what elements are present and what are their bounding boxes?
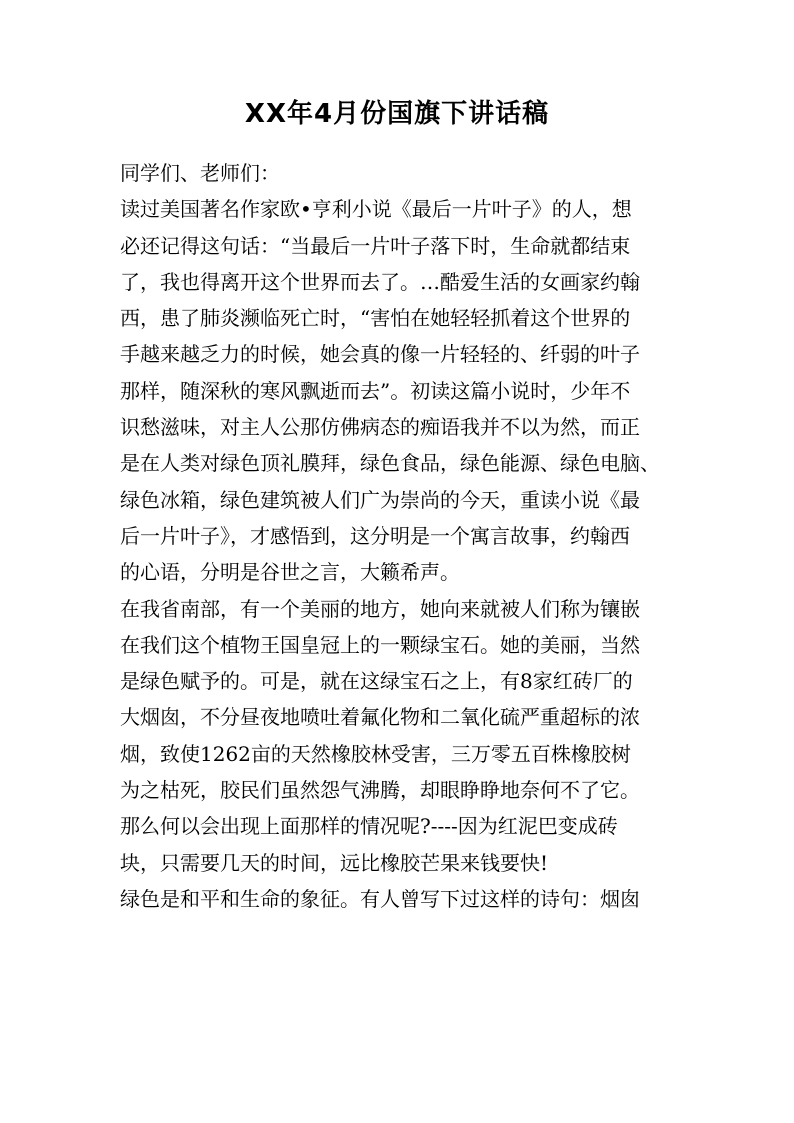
text-line: 那样，随深秋的寒风飘逝而去”。初读这篇小说时，少年不 [120,378,631,403]
text-line: 绿色是和平和生命的象征。有人曾写下过这样的诗句：烟囱 [120,886,640,911]
text-line: 西，患了肺炎濒临死亡时，“害怕在她轻轻抓着这个世界的 [120,306,631,331]
document-title: XX年4月份国旗下讲话稿 [244,99,550,129]
text-line: 同学们、老师们： [120,161,280,185]
text-line: 后一片叶子》，才感悟到，这分明是一个寓言故事，约翰西 [120,523,630,548]
text-line: 烟，致使1262亩的天然橡胶林受害，三万零五百株橡胶树 [120,741,631,766]
text-line: 在我省南部，有一个美丽的地方，她向来就被人们称为镶嵌 [120,596,640,621]
text-line: 绿色冰箱，绿色建筑被人们广为崇尚的今天，重读小说《最 [120,487,640,512]
text-line: 是在人类对绿色顶礼膜拜，绿色食品，绿色能源、绿色电脑、 [120,451,660,476]
text-line: 了，我也得离开这个世界而去了。…酷爱生活的女画家约翰 [120,269,640,294]
text-line: 为之枯死，胶民们虽然怨气沸腾，却眼睁睁地奈何不了它。 [120,778,640,803]
text-line: 识愁滋味，对主人公那仿佛病态的痴语我并不以为然，而正 [120,415,640,440]
text-line: 那么何以会出现上面那样的情况呢?----因为红泥巴变成砖 [120,814,618,839]
text-line: 的心语，分明是谷世之言，大籁希声。 [120,560,460,585]
text-line: 读过美国著名作家欧•亨利小说《最后一片叶子》的人，想 [120,197,632,222]
text-line: 块，只需要几天的时间，远比橡胶芒果来钱要快! [120,850,549,875]
text-line: 手越来越乏力的时候，她会真的像一片轻轻的、纤弱的叶子 [120,342,640,367]
text-line: 大烟囱，不分昼夜地喷吐着氟化物和二氧化硫严重超标的浓 [120,705,640,730]
text-line: 是绿色赋予的。可是，就在这绿宝石之上，有8家红砖厂的 [120,669,633,694]
document-body [120,155,700,917]
text-line: 在我们这个植物王国皇冠上的一颗绿宝石。她的美丽，当然 [120,632,640,657]
text-line: 必还记得这句话：“当最后一片叶子落下时，生命就都结束 [120,233,631,258]
